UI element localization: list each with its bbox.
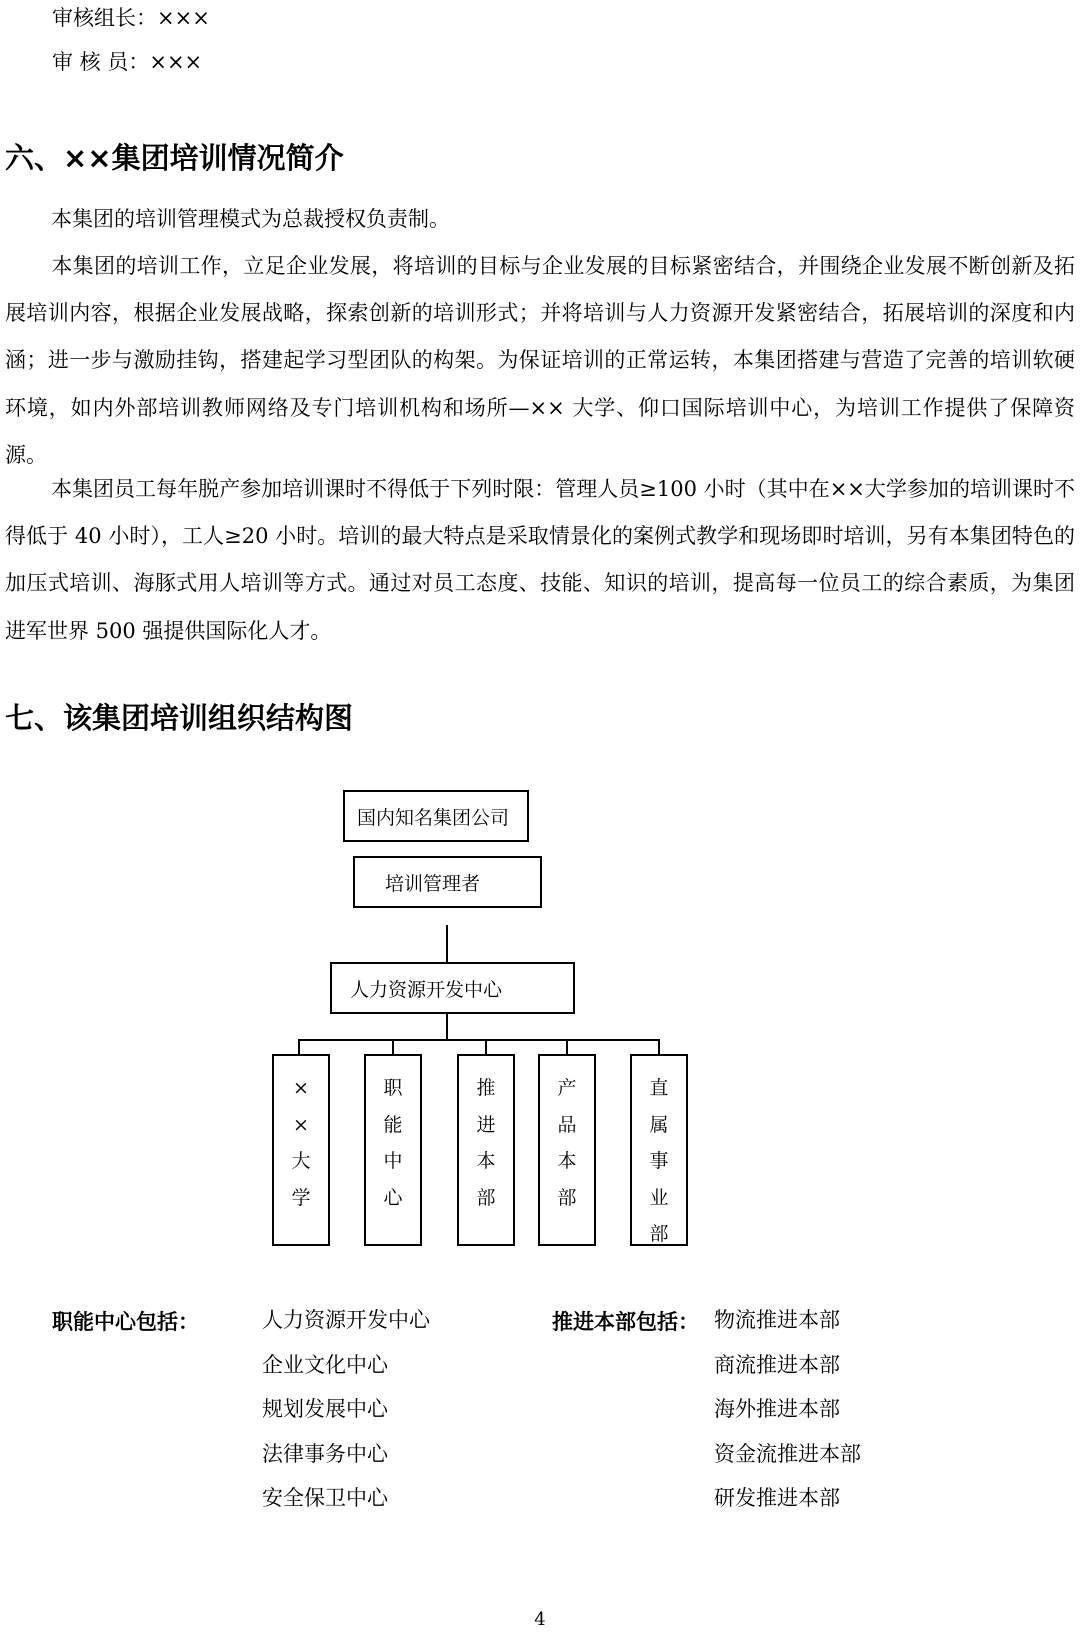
section6-paragraph-2: 本集团的培训工作，立足企业发展，将培训的目标与企业发展的目标紧密结合，并围绕企业发展不断创新及拓展培训内容，根据企业发展战略，探索创新的培训形式；并将培训与人力资源开发紧密结合，拓展培训的深度和内涵；进一步与激励挂钩，搭建起学习型团队的构架。为保证培训的正常运转，本集团搭建与营造了完善的培训软硬环境，如内外部培训教师网络及专门培训机构和场所—×× 大学、仰口国际培训中心，为培训工作提供了保障资源。 — [5, 254, 1075, 467]
org-top-underline — [343, 840, 529, 842]
functional-item-5: 安全保卫中心 — [262, 1486, 388, 1510]
functional-item-4: 法律事务中心 — [262, 1442, 388, 1466]
org-unit-university: × × 大 学 — [272, 1054, 330, 1246]
functional-item-1: 人力资源开发中心 — [262, 1308, 430, 1332]
audit-leader-line — [52, 4, 210, 32]
promotion-item-3: 海外推进本部 — [714, 1397, 840, 1421]
audit-leader-value: ××× — [157, 6, 210, 30]
org-unit-promotion-dept: 推 进 本 部 — [457, 1054, 515, 1246]
org-drop-1 — [298, 1039, 300, 1055]
org-connector-manager-hr — [446, 925, 448, 963]
org-drop-5 — [658, 1039, 660, 1055]
functional-item-3: 规划发展中心 — [262, 1397, 388, 1421]
org-manager-box — [353, 856, 542, 908]
org-manager-label: 培训管理者 — [385, 872, 481, 895]
org-unit-direct-business: 直 属 事 业 部 — [630, 1054, 688, 1246]
functional-center-label: 职能中心包括： — [52, 1310, 199, 1334]
org-unit-product-dept: 产 品 本 部 — [538, 1054, 596, 1246]
promotion-dept-label: 推进本部包括： — [552, 1310, 699, 1334]
promotion-item-4: 资金流推进本部 — [714, 1442, 861, 1466]
promotion-item-2: 商流推进本部 — [714, 1353, 840, 1377]
org-drop-4 — [566, 1039, 568, 1055]
section6-paragraph-1: 本集团的培训管理模式为总裁授权负责制。 — [51, 207, 450, 231]
org-horizontal-bus — [298, 1039, 660, 1041]
section6-paragraph-3: 本集团员工每年脱产参加培训课时不得低于下列时限：管理人员≥100 小时（其中在××大学参加的培训课时不得低于 40 小时），工人≥20 小时。培训的最大特点是采取情景化的案例式教学和现场即时培训，另有本集团特色的加压式培训、海豚式用人培训等方式。通过对员工态度、技能、知识的培训，提高每一位员工的综合素质，为集团进军世界 500 强提供国际化人才。 — [5, 477, 1075, 643]
promotion-item-1: 物流推进本部 — [714, 1308, 840, 1332]
org-top-box — [343, 790, 529, 842]
functional-item-2: 企业文化中心 — [262, 1353, 388, 1377]
section7-title: 七、该集团培训组织结构图 — [5, 701, 354, 735]
section6-title: 六、××集团培训情况简介 — [5, 141, 344, 175]
org-top-label: 国内知名集团公司 — [357, 806, 510, 829]
org-drop-3 — [485, 1039, 487, 1055]
audit-member-label: 审 核 员： — [52, 50, 150, 74]
audit-member-value: ××× — [149, 50, 203, 74]
audit-member-line — [52, 48, 202, 76]
audit-leader-label: 审核组长： — [52, 6, 157, 30]
page-number: 4 — [534, 1609, 546, 1630]
org-drop-2 — [392, 1039, 394, 1055]
org-hr-label: 人力资源开发中心 — [350, 978, 503, 1001]
org-hr-box — [330, 962, 575, 1014]
org-unit-functional-center: 职 能 中 心 — [364, 1054, 422, 1246]
promotion-item-5: 研发推进本部 — [714, 1486, 840, 1510]
org-connector-hr-down — [446, 1014, 448, 1040]
